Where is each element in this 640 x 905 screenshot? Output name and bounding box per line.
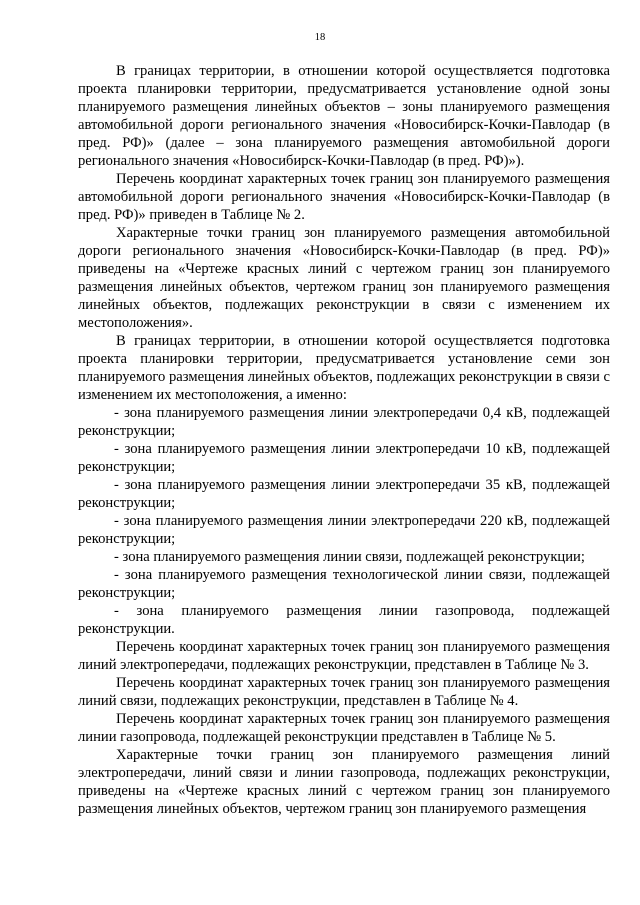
list-item: - зона планируемого размещения линии связи, подлежащей реконструкции; bbox=[114, 549, 585, 565]
paragraph: Перечень координат характерных точек границ зон планируемого размещения линии газопровода, подлежащей реконструкции представлен в Таблице № 5. bbox=[78, 711, 610, 745]
list-item: - зона планируемого размещения линии газопровода, подлежащей реконструкции. bbox=[78, 603, 610, 637]
list-item: - зона планируемого размещения линии электропередачи 10 кВ, подлежащей реконструкции; bbox=[78, 441, 610, 475]
paragraph: Перечень координат характерных точек границ зон планируемого размещения автомобильной дороги регионального значения «Новосибирск-Кочки-Павлодар (в пред. РФ)» приведен в Таблице № 2. bbox=[78, 171, 610, 223]
list-item: - зона планируемого размещения линии электропередачи 220 кВ, подлежащей реконструкции; bbox=[78, 513, 610, 547]
list-item: - зона планируемого размещения линии электропередачи 35 кВ, подлежащей реконструкции; bbox=[78, 477, 610, 511]
paragraph: В границах территории, в отношении которой осуществляется подготовка проекта планировки территории, предусматривается установление семи зон планируемого размещения линейных объектов, подлежащих реконструкции в связи с изменением их местоположения, а именно: bbox=[78, 333, 610, 403]
paragraph: Характерные точки границ зон планируемого размещения линий электропередачи, линий связи и линии газопровода, подлежащих реконструкции, приведены на «Чертеже красных линий с чертежом границ зон планируемого размещения линейных объектов, чертежом границ зон планируемого размещения bbox=[78, 747, 610, 817]
body-text bbox=[78, 62, 610, 818]
paragraph: В границах территории, в отношении которой осуществляется подготовка проекта планировки территории, предусматривается установление одной зоны планируемого размещения линейных объектов – зоны планируемого размещения автомобильной дороги регионального значения «Новосибирск-Кочки-Павлодар (в пред. РФ)» (далее – зона планируемого размещения автомобильной дороги регионального значения «Новосибирск-Кочки-Павлодар (в пред. РФ)»). bbox=[78, 63, 610, 169]
paragraph: Перечень координат характерных точек границ зон планируемого размещения линий электропередачи, подлежащих реконструкции, представлен в Таблице № 3. bbox=[78, 639, 610, 673]
paragraph: Характерные точки границ зон планируемого размещения автомобильной дороги регионального значения «Новосибирск-Кочки-Павлодар (в пред. РФ)» приведены на «Чертеже красных линий с чертежом границ зон планируемого размещения линейных объектов, чертежом границ зон планируемого размещения линейных объектов, подлежащих реконструкции в связи с изменением их местоположения». bbox=[78, 225, 610, 331]
page-number: 18 bbox=[314, 32, 326, 43]
paragraph: Перечень координат характерных точек границ зон планируемого размещения линий связи, подлежащих реконструкции, представлен в Таблице № 4. bbox=[78, 675, 610, 709]
list-item: - зона планируемого размещения технологической линии связи, подлежащей реконструкции; bbox=[78, 567, 610, 601]
list-item: - зона планируемого размещения линии электропередачи 0,4 кВ, подлежащей реконструкции; bbox=[78, 405, 610, 439]
